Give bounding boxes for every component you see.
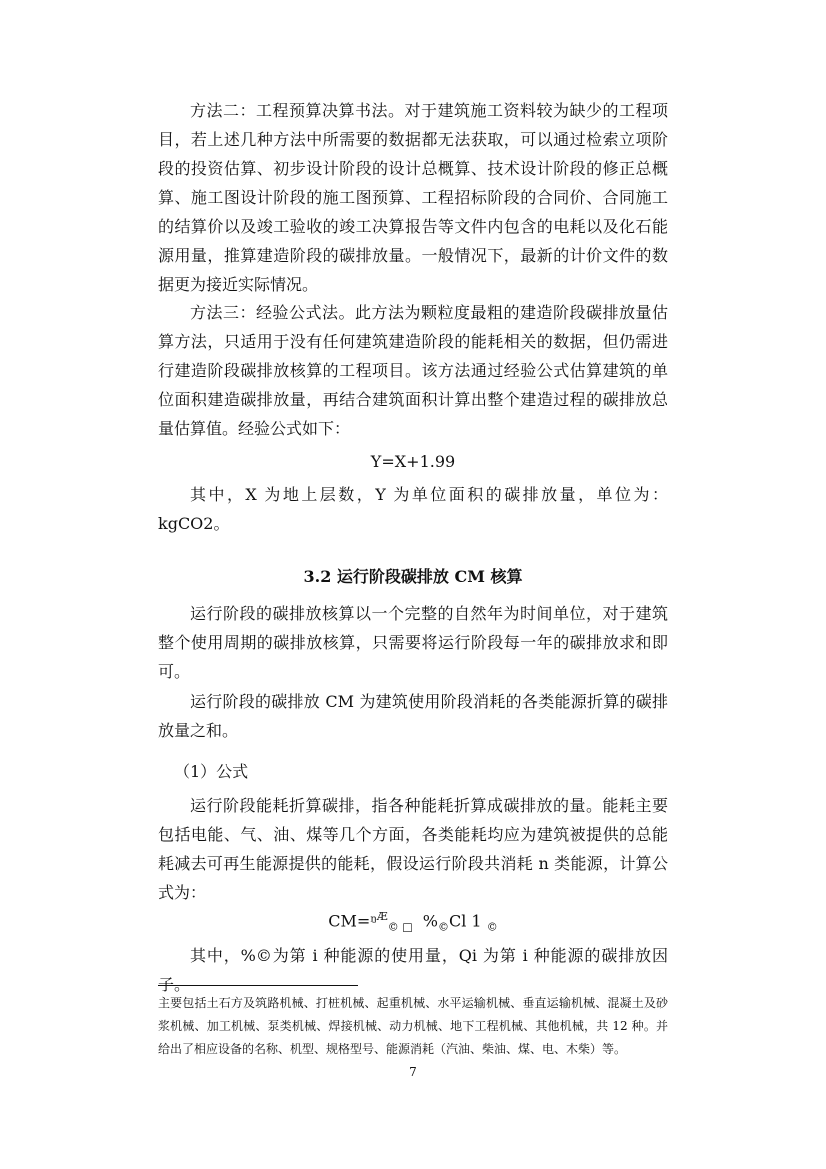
paragraph-where-x-y: 其中，X 为地上层数，Y 为单位面积的碳排放量，单位为：kgCO2。: [158, 485, 668, 533]
formula-cm-sum-symbol: ᵑ: [370, 911, 377, 931]
paragraph-operation-intro: 运行阶段的碳排放核算以一个完整的自然年为时间单位，对于建筑整个使用周期的碳排放核算，只需要将运行阶段每一年的碳排放求和即可。: [158, 604, 668, 681]
paragraph-method-three: 方法三：经验公式法。此方法为颗粒度最粗的建造阶段碳排放量估算方法，只适用于没有任何建筑建造阶段的能耗相关的数据，但仍需进行建造阶段碳排放核算的工程项目。该方法通过经验公式估算建筑的单位面积建造碳排放量，再结合建筑面积计算出整个建造过程的碳排放总量估算值。经验公式如下：: [158, 303, 668, 438]
subheading-formula: （1）公式: [174, 762, 249, 781]
footnote: 主要包括土石方及筑路机械、打桩机械、起重机械、水平运输机械、垂直运输机械、混凝土及砂浆机械、加工机械、泵类机械、焊接机械、动力机械、地下工程机械、其他机械，共 12 种。并给出了相应设备的名称、机型、规格型号、能源消耗（汽油、柴油、煤、电、木柴）等。: [158, 996, 668, 1056]
formula-cm-sub-three: ©: [486, 920, 498, 934]
formula-cm-sub-one: © □: [387, 920, 413, 934]
paragraph-operation-energy: 运行阶段能耗折算碳排，指各种能耗折算成碳排放的量。能耗主要包括电能、气、油、煤等几个方面，各类能耗均应为建筑被提供的总能耗减去可再生能源提供的能耗，假设运行阶段共消耗 n 类能源，计算公式为：: [158, 796, 668, 902]
paragraph-operation-cm: 运行阶段的碳排放 CM 为建筑使用阶段消耗的各类能源折算的碳排放量之和。: [158, 692, 668, 740]
paragraph-method-two: 方法二：工程预算决算书法。对于建筑施工资料较为缺少的工程项目，若上述几种方法中所需要的数据都无法获取，可以通过检索立项阶段的投资估算、初步设计阶段的设计总概算、技术设计阶段的修正总概算、施工图设计阶段的施工图预算、工程招标阶段的合同价、合同施工的结算价以及竣工验收的竣工决算报告等文件内包含的电耗以及化石能源用量，推算建造阶段的碳排放量。一般情况下，最新的计价文件的数据更为接近实际情况。: [158, 101, 668, 294]
formula-cm-sub-two: ©: [437, 920, 449, 934]
formula-cm: [158, 906, 668, 939]
formula-cm-energy-symbol: %: [422, 911, 438, 931]
section-heading: 3.2 运行阶段碳排放 CM 核算: [303, 567, 523, 586]
formula-empirical: Y=X+1.99: [370, 452, 456, 471]
formula-cm-sup: Æ: [376, 910, 388, 923]
page-number: 7: [409, 1065, 417, 1079]
formula-cm-factor-symbol: Cl 1: [448, 911, 482, 931]
formula-cm-lhs: CM=: [328, 911, 371, 931]
footnote-divider: [158, 985, 358, 986]
paragraph-where-energy: 其中，%©为第 i 种能源的使用量，Qi 为第 i 种能源的碳排放因子。: [158, 946, 668, 994]
